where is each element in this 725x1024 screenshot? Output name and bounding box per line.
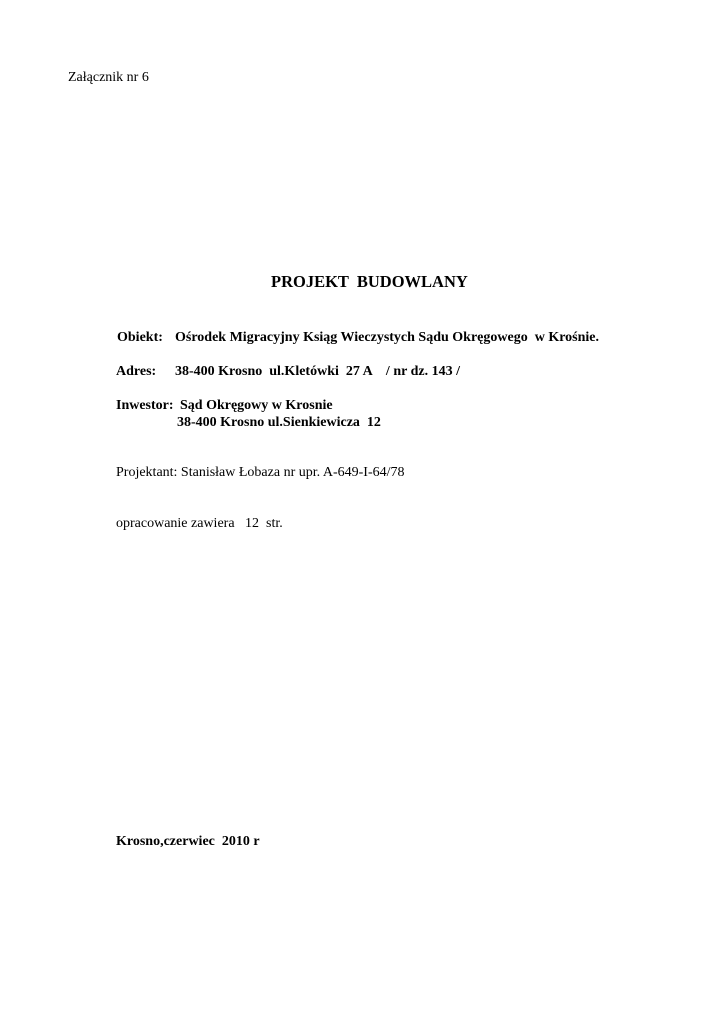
address-label: Adres: <box>116 364 157 379</box>
document-title: PROJEKT BUDOWLANY <box>271 272 468 291</box>
investor-name: Sąd Okręgowy w Krosnie <box>180 398 333 413</box>
investor-label: Inwestor: <box>116 398 174 413</box>
object-value: Ośrodek Migracyjny Ksiąg Wieczystych Sądu Okręgowego w Krośnie. <box>175 330 600 345</box>
place-date-line: Krosno,czerwiec 2010 r <box>116 834 260 849</box>
address-value: 38-400 Krosno ul.Kletówki 27 A / nr dz. 143 / <box>175 364 460 379</box>
investor-address: 38-400 Krosno ul.Sienkiewicza 12 <box>177 415 381 430</box>
object-label: Obiekt: <box>117 330 163 345</box>
annex-label: Załącznik nr 6 <box>68 70 149 85</box>
designer-line: Projektant: Stanisław Łobaza nr upr. A-649-I-64/78 <box>116 465 405 480</box>
page-count-line: opracowanie zawiera 12 str. <box>116 516 283 531</box>
